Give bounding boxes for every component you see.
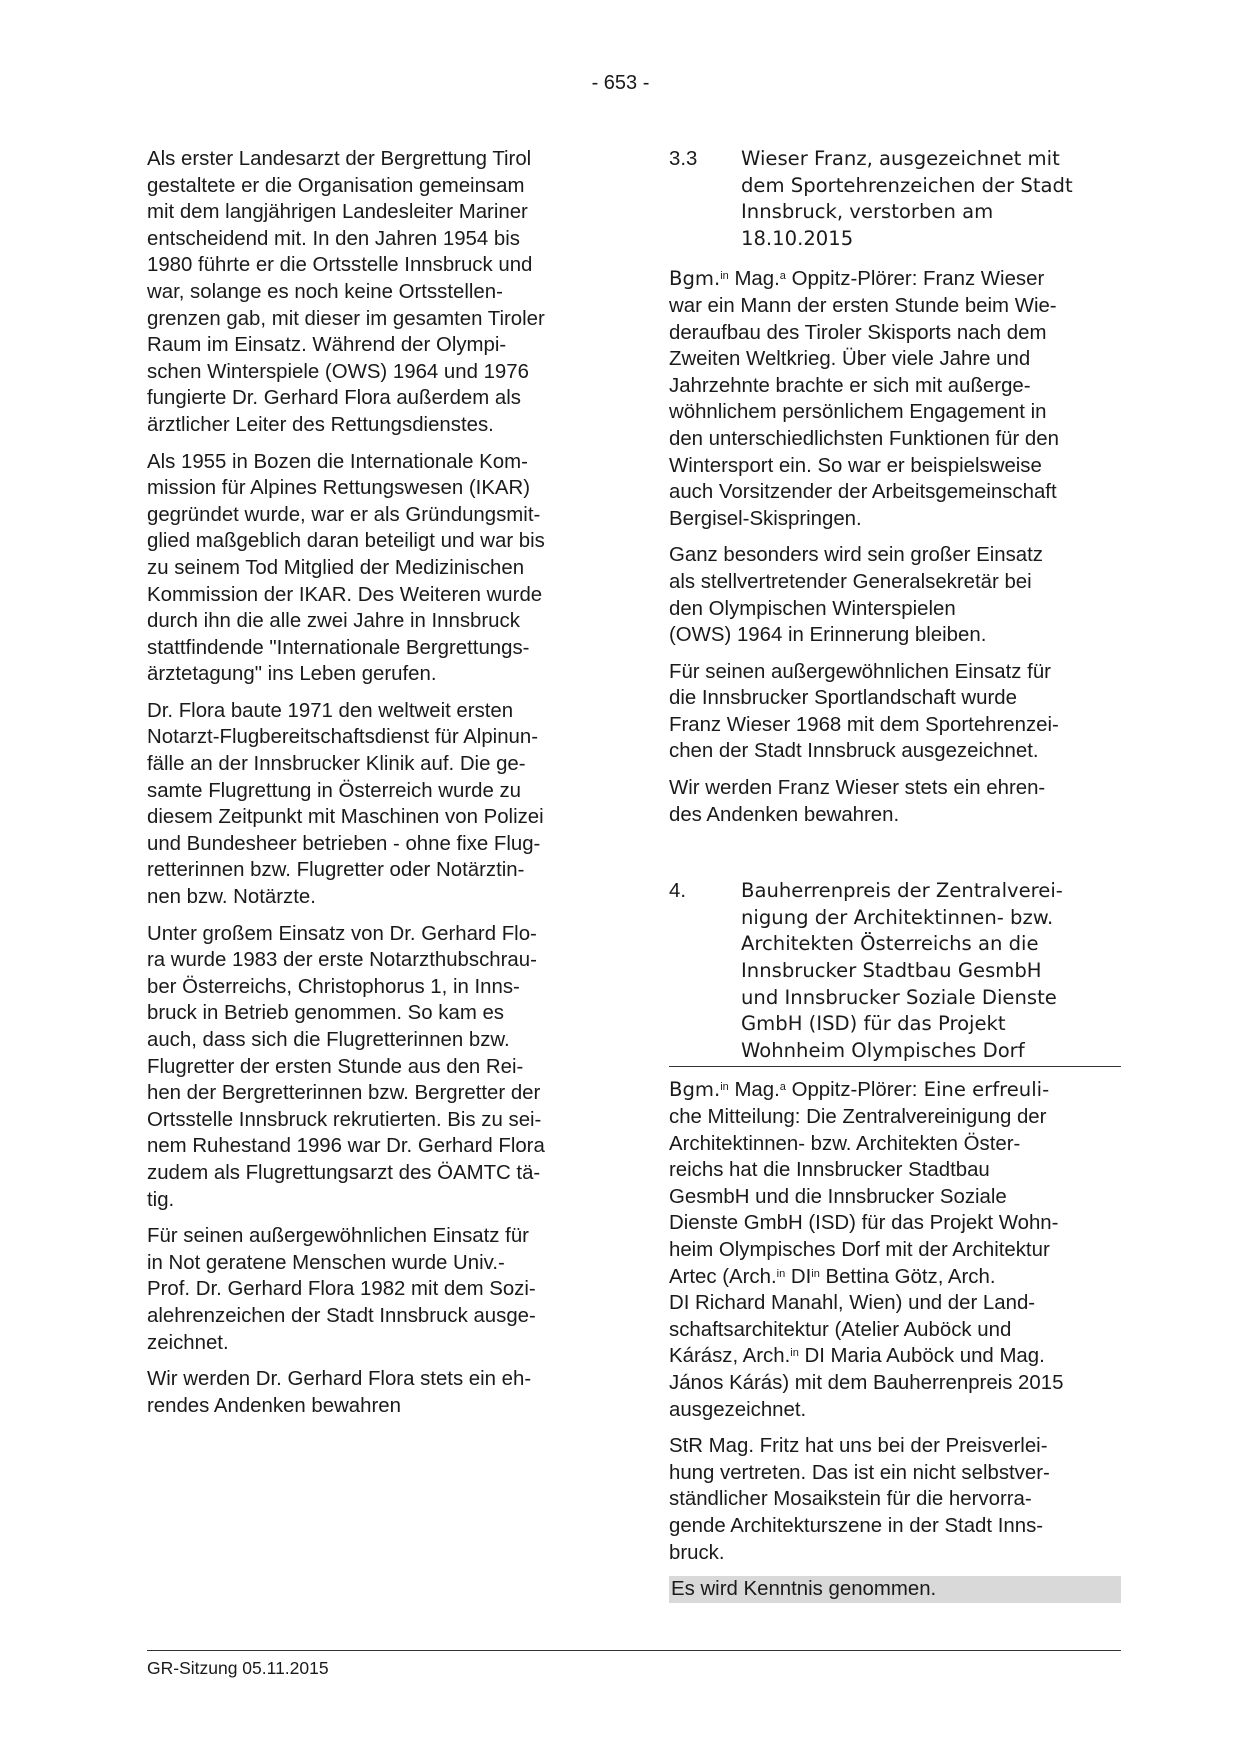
paragraph-continued (669, 293, 1121, 532)
text-line: (OWS) 1964 in Erinnerung bleiben. (669, 624, 987, 647)
section-title (741, 878, 1063, 1064)
paragraph (669, 266, 1121, 532)
text-line: Wieser Franz, ausgezeichnet mit (741, 147, 1060, 170)
text-line: Notarzt-Flugbereitschaftsdienst für Alpinun- (147, 726, 539, 749)
paragraph (147, 698, 599, 911)
text: DI Maria Auböck und Mag. (798, 1345, 1045, 1368)
paragraph (669, 542, 1121, 648)
text-line: zudem als Flugrettungsarzt des ÖAMTC tä- (147, 1161, 541, 1184)
text-line: heim Olympisches Dorf mit der Architektur (669, 1238, 1050, 1261)
text-line: glied maßgeblich daran beteiligt und war bis (147, 530, 545, 553)
text-line: des Andenken bewahren. (669, 803, 900, 826)
text-line: mit dem langjährigen Landesleiter Mariner (147, 201, 528, 224)
text-line: Wohnheim Olympisches Dorf (741, 1038, 1025, 1062)
section-title (741, 146, 1073, 252)
text-line: und Bundesheer betrieben - ohne fixe Flug- (147, 832, 541, 855)
text-line: ärztetagung" ins Leben gerufen. (147, 663, 437, 686)
text-line: gegründet wurde, war er als Gründungsmit- (147, 503, 541, 526)
paragraph (669, 659, 1121, 765)
text-line: Architektinnen- bzw. Architekten Öster- (669, 1132, 1021, 1155)
text-line: deraufbau des Tiroler Skisports nach dem (669, 321, 1047, 344)
paragraph (669, 1077, 1121, 1423)
text-line: fungierte Dr. Gerhard Flora außerdem als (147, 387, 521, 410)
text: DI (785, 1265, 812, 1288)
text-line: den unterschiedlichsten Funktionen für den (669, 427, 1059, 450)
text-line: gende Architekturszene in der Stadt Inns- (669, 1514, 1044, 1537)
section-heading-3-3 (669, 146, 1121, 252)
left-column (147, 146, 599, 1429)
text-line: alehrenzeichen der Stadt Innsbruck ausge- (147, 1304, 536, 1327)
text-line: Jahrzehnte brachte er sich mit außerge- (669, 374, 1031, 397)
text-line: auch Vorsitzender der Arbeitsgemeinschaft (669, 481, 1057, 504)
text-line: 1980 führte er die Ortsstelle Innsbruck und (147, 254, 533, 277)
text-line: ra wurde 1983 der erste Notarzthubschrau- (147, 949, 537, 972)
speaker-mag: Mag. (734, 1079, 780, 1102)
text-line: GesmbH und die Innsbrucker Soziale (669, 1185, 1007, 1208)
text-line: Bauherrenpreis der Zentralverei- (741, 879, 1063, 903)
text-line: Dr. Flora baute 1971 den weltweit ersten (147, 699, 514, 722)
speaker-name: Oppitz-Plörer: (791, 268, 918, 291)
text-line (669, 1264, 1121, 1291)
paragraph (669, 775, 1121, 828)
text-line: rendes Andenken bewahren (147, 1394, 401, 1417)
superscript: in (790, 1347, 799, 1360)
text-line: die Innsbrucker Sportlandschaft wurde (669, 687, 1017, 710)
text-line: tig. (147, 1188, 175, 1211)
footer-divider (147, 1650, 1121, 1651)
paragraph (669, 1433, 1121, 1566)
text-line: nem Ruhestand 1996 war Dr. Gerhard Flora (147, 1135, 545, 1158)
text-line: Ganz besonders wird sein großer Einsatz (669, 544, 1044, 567)
speaker-name: Oppitz-Plörer: (791, 1079, 918, 1102)
text: Kárász, Arch. (669, 1345, 791, 1368)
text-line: mission für Alpines Rettungswesen (IKAR) (147, 477, 531, 500)
text-line: Wir werden Franz Wieser stets ein ehren- (669, 777, 1046, 800)
text-line: hen der Bergretterinnen bzw. Bergretter der (147, 1082, 541, 1105)
text: Eine erfreuli- (917, 1078, 1050, 1102)
text-line: Prof. Dr. Gerhard Flora 1982 mit dem Sozi- (147, 1278, 536, 1301)
text-line: János Kárás) mit dem Bauherrenpreis 2015 (669, 1371, 1064, 1394)
text-line (669, 1343, 1121, 1370)
text-line: Für seinen außergewöhnlichen Einsatz für (669, 660, 1051, 683)
text-line: Innsbrucker Stadtbau GesmbH (741, 959, 1042, 983)
text-line: nigung der Architektinnen- bzw. (741, 905, 1054, 929)
text: Franz Wieser (917, 268, 1045, 291)
text-line: Raum im Einsatz. Während der Olympi- (147, 334, 507, 357)
text-line: und Innsbrucker Soziale Dienste (741, 985, 1057, 1009)
text-line: bruck. (669, 1541, 725, 1564)
text-line: gestaltete er die Organisation gemeinsam (147, 174, 525, 197)
section-heading-4 (669, 878, 1121, 1067)
text-line: 18.10.2015 (741, 226, 854, 250)
right-column (669, 146, 1121, 1603)
text-line: diesem Zeitpunkt mit Maschinen von Polizei (147, 806, 544, 829)
text-line: dem Sportehrenzeichen der Stadt (741, 173, 1073, 197)
text-line: StR Mag. Fritz hat uns bei der Preisverlei- (669, 1435, 1048, 1458)
notice-box: Es wird Kenntnis genommen. (669, 1576, 1121, 1603)
text-line: reichs hat die Innsbrucker Stadtbau (669, 1159, 990, 1182)
text-line: retterinnen bzw. Flugretter oder Notärztin- (147, 859, 525, 882)
superscript: in (720, 270, 729, 283)
paragraph (147, 1223, 599, 1356)
paragraph (147, 449, 599, 688)
superscript: in (720, 1081, 729, 1094)
text-line: hung vertreten. Das ist ein nicht selbstver- (669, 1461, 1050, 1484)
superscript: a (779, 270, 786, 283)
text: Bettina Götz, Arch. (819, 1265, 996, 1288)
text-line: schaftsarchitektur (Atelier Auböck und (669, 1318, 1012, 1341)
section-number: 3.3 (669, 148, 698, 170)
text-line: zu seinem Tod Mitglied der Medizinischen (147, 556, 525, 579)
text-line: GmbH (ISD) für das Projekt (741, 1012, 1006, 1036)
text-line: fälle an der Innsbrucker Klinik auf. Die ge- (147, 753, 526, 776)
text-line: wöhnlichem persönlichem Engagement in (669, 401, 1047, 424)
text-line: Ortsstelle Innsbruck rekrutierten. Bis zu sei- (147, 1108, 542, 1131)
text-line: ber Österreichs, Christophorus 1, in Inns- (147, 975, 520, 998)
text-line: Als erster Landesarzt der Bergrettung Tirol (147, 148, 532, 170)
speaker-mag: Mag. (734, 268, 780, 291)
text-line: Kommission der IKAR. Des Weiteren wurde (147, 583, 543, 606)
text-line: auch, dass sich die Flugretterinnen bzw. (147, 1029, 510, 1051)
text-line: Wintersport ein. So war er beispielsweise (669, 454, 1042, 477)
superscript: in (811, 1267, 820, 1280)
text-line: Zweiten Weltkrieg. Über viele Jahre und (669, 348, 1031, 371)
superscript: a (779, 1081, 786, 1094)
text: Artec (Arch. (669, 1265, 777, 1288)
paragraph (147, 921, 599, 1214)
text-line: durch ihn die alle zwei Jahre in Innsbruck (147, 610, 520, 633)
text-line: grenzen gab, mit dieser im gesamten Tiroler (147, 307, 545, 330)
speaker-line (669, 266, 1121, 293)
text-line: Dienste GmbH (ISD) für das Projekt Wohn- (669, 1212, 1059, 1235)
text-line: Für seinen außergewöhnlichen Einsatz für (147, 1225, 529, 1248)
text-line: Franz Wieser 1968 mit dem Sportehrenzei- (669, 713, 1059, 736)
text-line: war ein Mann der ersten Stunde beim Wie- (669, 294, 1057, 317)
text-line: che Mitteilung: Die Zentralvereinigung der (669, 1106, 1047, 1128)
speaker-line (669, 1077, 1121, 1104)
text-line: ausgezeichnet. (669, 1398, 807, 1421)
text-line: schen Winterspiele (OWS) 1964 und 1976 (147, 360, 529, 383)
text-line: ärztlicher Leiter des Rettungsdienstes. (147, 413, 494, 436)
footer: GR-Sitzung 05.11.2015 (147, 1658, 329, 1678)
text-line: Innsbruck, verstorben am (741, 200, 994, 224)
speaker-bgm: Bgm. (669, 267, 721, 291)
text-line: Bergisel-Skispringen. (669, 507, 862, 530)
superscript: in (776, 1267, 786, 1280)
paragraph-continued (669, 1290, 1121, 1343)
text-line: in Not geratene Menschen wurde Univ.- (147, 1251, 505, 1274)
text-line: Wir werden Dr. Gerhard Flora stets ein eh- (147, 1368, 532, 1391)
text-line: Als 1955 in Bozen die Internationale Kom- (147, 450, 528, 473)
page-number: - 653 - (591, 72, 650, 94)
text-line: Architekten Österreichs an die (741, 932, 1039, 956)
text-line: DI Richard Manahl, Wien) und der Land- (669, 1292, 1036, 1315)
text-line: war, solange es noch keine Ortsstellen- (147, 280, 503, 303)
text-line: bruck in Betrieb genommen. So kam es (147, 1002, 505, 1025)
text-line: den Olympischen Winterspielen (669, 597, 956, 620)
text-line: stattfindende "Internationale Bergrettungs- (147, 636, 530, 659)
text-line: samte Flugrettung in Österreich wurde zu (147, 779, 521, 802)
text-line: Flugretter der ersten Stunde aus den Rei- (147, 1055, 524, 1078)
paragraph-continued (669, 1370, 1121, 1423)
text-line: Unter großem Einsatz von Dr. Gerhard Flo- (147, 922, 537, 945)
speaker-bgm: Bgm. (669, 1078, 721, 1102)
paragraph (147, 1366, 599, 1419)
text-line: ständlicher Mosaikstein für die hervorra- (669, 1488, 1032, 1511)
text-line: zeichnet. (147, 1331, 229, 1354)
text-line: chen der Stadt Innsbruck ausgezeichnet. (669, 740, 1039, 763)
text-line: nen bzw. Notärzte. (147, 886, 316, 909)
paragraph-continued (669, 1104, 1121, 1264)
text-line: entscheidend mit. In den Jahren 1954 bis (147, 227, 520, 250)
section-number: 4. (669, 880, 687, 903)
paragraph (147, 146, 599, 439)
text-line: als stellvertretender Generalsekretär bei (669, 570, 1032, 593)
